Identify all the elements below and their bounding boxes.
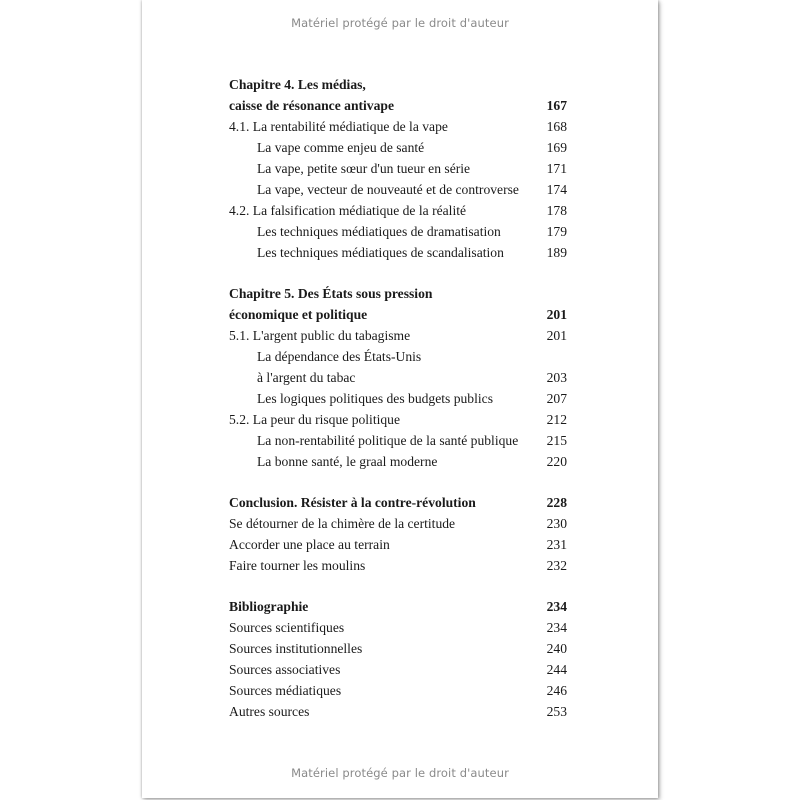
subsection-title-line1 [229,346,567,367]
conclusion-entry[interactable] [229,492,567,513]
chapter-4-entry[interactable] [229,95,567,116]
page-number: 220 [546,454,567,469]
page-number: 201 [546,307,567,322]
copyright-watermark-top: Matériel protégé par le droit d'auteur [291,16,509,30]
subsection-title-text: La non-rentabilité politique de la santé publique [257,433,519,448]
page-number: 253 [546,704,567,719]
section-title-text: Accorder une place au terrain [229,537,390,552]
conclusion-item-entry[interactable] [229,555,567,576]
bibliographie-item-entry[interactable] [229,617,567,638]
chapter-5-entry[interactable] [229,304,567,325]
page-number: 228 [546,495,567,510]
subsection-entry[interactable] [229,137,567,158]
section-title-text: 4.1. La rentabilité médiatique de la vape [229,119,448,134]
page-number: 234 [546,599,567,614]
section-title-text: Sources associatives [229,662,341,677]
subsection-title-text: Les logiques politiques des budgets publics [257,391,493,406]
chapter-5-title-line1 [229,283,567,304]
page-number: 174 [546,182,567,197]
table-of-contents [229,74,567,722]
chapter-4-title-line1 [229,74,567,95]
subsection-entry[interactable] [229,242,567,263]
section-4-2-entry[interactable] [229,200,567,221]
subsection-entry[interactable] [229,430,567,451]
chapter-title-text: Conclusion. Résister à la contre-révolution [229,495,476,510]
subsection-entry[interactable] [229,221,567,242]
page-number: 230 [546,516,567,531]
subsection-title-text: La dépendance des États-Unis [257,349,422,364]
bibliographie-item-entry[interactable] [229,680,567,701]
chapter-title-text: Bibliographie [229,599,309,614]
page-number: 171 [546,161,567,176]
bibliographie-item-entry[interactable] [229,701,567,722]
page-number: 201 [546,328,567,343]
section-title-text: Sources scientifiques [229,620,345,635]
section-title-text: Sources médiatiques [229,683,342,698]
book-page [142,0,658,798]
page-number: 203 [546,370,567,385]
subsection-entry[interactable] [229,367,567,388]
conclusion-item-entry[interactable] [229,534,567,555]
page-number: 168 [546,119,567,134]
subsection-title-text: Les techniques médiatiques de dramatisation [257,224,501,239]
page-number: 169 [546,140,567,155]
section-title-text: Se détourner de la chimère de la certitude [229,516,456,531]
subsection-entry[interactable] [229,388,567,409]
subsection-entry[interactable] [229,158,567,179]
page-number: 244 [546,662,567,677]
section-title-text: Autres sources [229,704,310,719]
page-number: 167 [546,98,567,113]
bibliographie-entry[interactable] [229,596,567,617]
page-number: 189 [546,245,567,260]
section-title-text: 4.2. La falsification médiatique de la réalité [229,203,467,218]
page-number: 215 [546,433,567,448]
subsection-title-text: La bonne santé, le graal moderne [257,454,438,469]
subsection-title-text: La vape, petite sœur d'un tueur en série [257,161,471,176]
subsection-title-text: à l'argent du tabac [257,370,356,385]
subsection-title-text: Les techniques médiatiques de scandalisation [257,245,504,260]
section-4-1-entry[interactable] [229,116,567,137]
page-number: 178 [546,203,567,218]
section-title-text: 5.1. L'argent public du tabagisme [229,328,411,343]
subsection-entry[interactable] [229,451,567,472]
page-number: 207 [546,391,567,406]
chapter-title-text: économique et politique [229,307,368,322]
bibliographie-item-entry[interactable] [229,638,567,659]
page-number: 246 [546,683,567,698]
chapter-title-text: Chapitre 4. Les médias, [229,77,366,92]
chapter-title-text: caisse de résonance antivape [229,98,394,113]
copyright-watermark-bottom: Matériel protégé par le droit d'auteur [291,766,509,780]
section-5-1-entry[interactable] [229,325,567,346]
page-number: 240 [546,641,567,656]
page-number: 212 [546,412,567,427]
conclusion-item-entry[interactable] [229,513,567,534]
page-number: 231 [546,537,567,552]
page-number: 232 [546,558,567,573]
bibliographie-item-entry[interactable] [229,659,567,680]
section-title-text: 5.2. La peur du risque politique [229,412,401,427]
section-title-text: Faire tourner les moulins [229,558,366,573]
subsection-entry[interactable] [229,179,567,200]
subsection-title-text: La vape comme enjeu de santé [257,140,425,155]
section-title-text: Sources institutionnelles [229,641,363,656]
chapter-title-text: Chapitre 5. Des États sous pression [229,286,433,301]
section-5-2-entry[interactable] [229,409,567,430]
page-number: 179 [546,224,567,239]
page-number: 234 [546,620,567,635]
subsection-title-text: La vape, vecteur de nouveauté et de controverse [257,182,519,197]
